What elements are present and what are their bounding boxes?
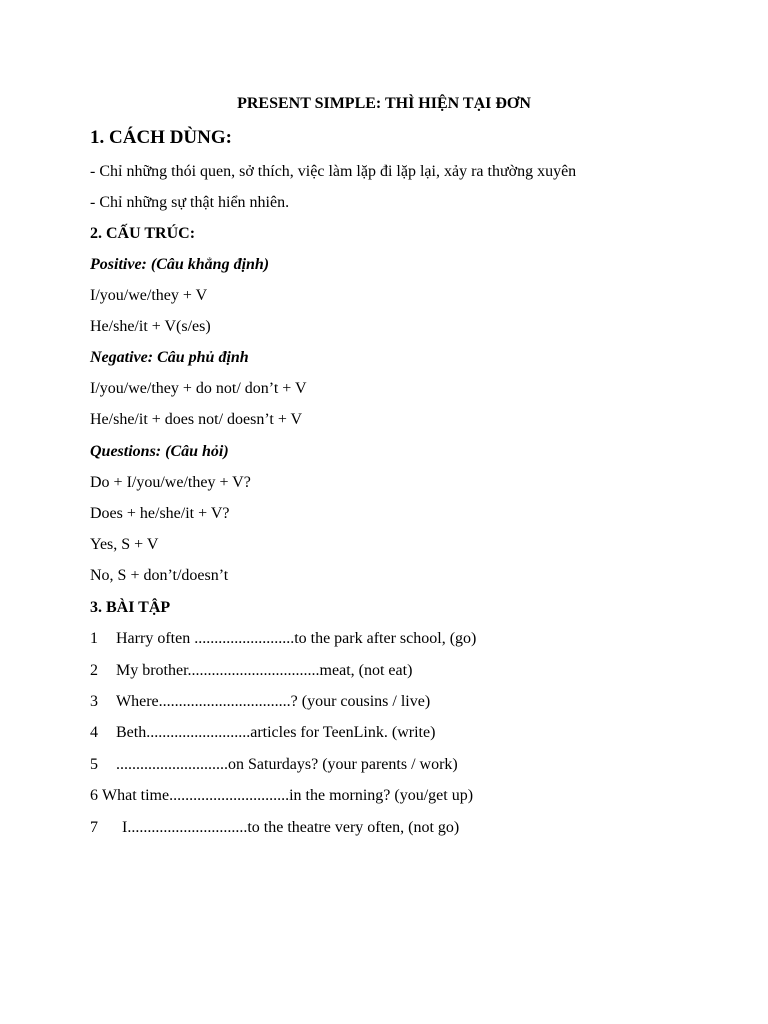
negative-formula-1: I/you/we/they + do not/ don’t + V xyxy=(90,380,307,397)
exercise-number: 3 xyxy=(90,693,98,710)
exercise-text: I..............................to the theatre very often, (not go) xyxy=(122,819,460,836)
exercise-text: My brother.................................meat, (not eat) xyxy=(116,662,413,679)
page-title: PRESENT SIMPLE: THÌ HIỆN TẠI ĐƠN xyxy=(237,95,531,112)
exercise-number: 4 xyxy=(90,724,98,741)
exercise-number: 6 xyxy=(90,787,98,804)
exercise-item xyxy=(90,692,430,712)
exercise-text: Harry often .........................to the park after school, (go) xyxy=(116,630,477,647)
exercise-number: 2 xyxy=(90,662,98,679)
positive-formula-2: He/she/it + V(s/es) xyxy=(90,318,211,335)
answer-formula-yes: Yes, S + V xyxy=(90,536,159,553)
exercise-number: 7 xyxy=(90,819,98,836)
question-formula-1: Do + I/you/we/they + V? xyxy=(90,474,251,491)
exercise-text: Where.................................? (your cousins / live) xyxy=(116,693,431,710)
negative-formula-2: He/she/it + does not/ doesn’t + V xyxy=(90,411,303,428)
positive-formula-1: I/you/we/they + V xyxy=(90,287,208,304)
exercise-item xyxy=(90,661,412,681)
section-heading-usage: 1. CÁCH DÙNG: xyxy=(90,127,232,148)
exercise-item xyxy=(90,723,435,743)
negative-label: Negative: Câu phủ định xyxy=(90,349,249,366)
positive-label: Positive: (Câu khẳng định) xyxy=(90,256,270,273)
exercise-number: 1 xyxy=(90,630,98,647)
exercise-item xyxy=(90,786,473,806)
section-heading-structure: 2. CẤU TRÚC: xyxy=(90,225,196,242)
question-formula-2: Does + he/she/it + V? xyxy=(90,505,230,522)
exercise-item xyxy=(90,818,459,838)
exercise-item xyxy=(90,629,476,649)
exercise-text: What time..............................in the morning? (you/get up) xyxy=(102,787,474,804)
answer-formula-no: No, S + don’t/doesn’t xyxy=(90,567,229,584)
questions-label: Questions: (Câu hỏi) xyxy=(90,443,229,460)
exercise-text: Beth..........................articles for TeenLink. (write) xyxy=(116,724,436,741)
section-heading-exercises: 3. BÀI TẬP xyxy=(90,599,171,616)
usage-line-1: - Chỉ những thói quen, sở thích, việc làm lặp đi lặp lại, xảy ra thường xuyên xyxy=(90,163,577,180)
exercise-text: ............................on Saturdays? (your parents / work) xyxy=(116,756,458,773)
exercise-number: 5 xyxy=(90,756,98,773)
exercise-item xyxy=(90,755,458,775)
usage-line-2: - Chỉ những sự thật hiển nhiên. xyxy=(90,194,290,211)
